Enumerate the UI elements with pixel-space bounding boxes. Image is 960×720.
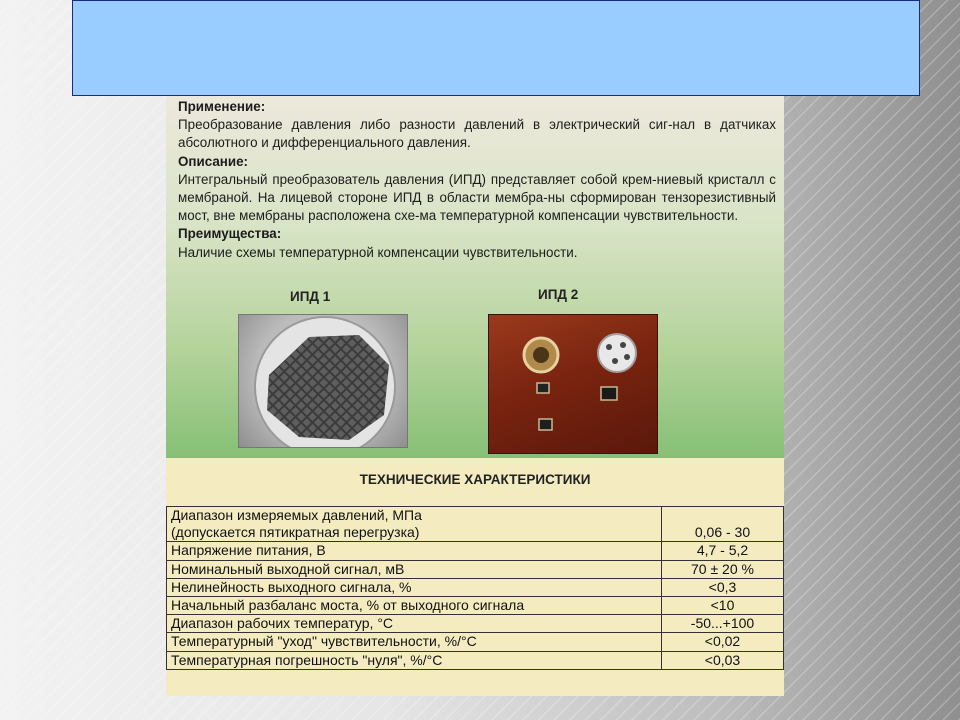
value-cell: -50...+100: [662, 615, 784, 633]
param-cell: Диапазон измеряемых давлений, МПа: [167, 507, 662, 525]
value-cell: <0,3: [662, 578, 784, 596]
value-cell: <10: [662, 596, 784, 614]
param-cell: Напряжение питания, В: [167, 542, 662, 560]
table-row: [167, 615, 784, 633]
value-cell-empty: [662, 507, 784, 525]
param-cell: Начальный разбаланс моста, % от выходного сигнала: [167, 596, 662, 614]
tech-specs-title: ТЕХНИЧЕСКИЕ ХАРАКТЕРИСТИКИ: [359, 472, 591, 487]
description-text: [178, 98, 776, 262]
table-row: [167, 524, 784, 542]
table-row: [167, 651, 784, 669]
value-cell: <0,03: [662, 651, 784, 669]
table-row: [167, 560, 784, 578]
table-row: [167, 542, 784, 560]
heading-description: Описание:: [178, 153, 249, 169]
heading-advantages: Преимущества:: [178, 226, 282, 242]
packages-image: [489, 315, 657, 453]
param-cell: Температурный "уход" чувствительности, %/°С: [167, 633, 662, 651]
caption-ipd2: ИПД 2: [538, 287, 579, 302]
technical-specs-section: [166, 458, 784, 696]
param-cell: Номинальный выходной сигнал, мВ: [167, 560, 662, 578]
caption-ipd1: ИПД 1: [290, 289, 331, 304]
table-row: [167, 578, 784, 596]
photo-ipd2-packages: [488, 314, 658, 454]
param-cell: Диапазон рабочих температур, °С: [167, 615, 662, 633]
datasheet-scan: [166, 96, 784, 696]
paragraph-application: Преобразование давления либо разности давлений в электрический сиг-нал в датчиках абсолютного и дифференциального давления.: [178, 117, 776, 151]
value-cell: <0,02: [662, 633, 784, 651]
table-row: [167, 633, 784, 651]
param-cell: Нелинейность выходного сигнала, %: [167, 578, 662, 596]
table-row: [167, 507, 784, 525]
tech-specs-table: [166, 506, 784, 670]
paragraph-description: Интегральный преобразователь давления (ИПД) представляет собой крем-ниевый кристалл с мембраной. На лицевой стороне ИПД в области мембра-ны сформирован тензорезистивный мост, вне мембраны расположена схе-ма температурной компенсации чувствительности.: [178, 171, 776, 224]
wafer-image: [239, 315, 407, 447]
table-row: [167, 596, 784, 614]
param-cell: (допускается пятикратная перегрузка): [167, 524, 662, 542]
slide-title-bar: [72, 0, 920, 96]
value-cell: 0,06 - 30: [662, 524, 784, 542]
description-section: [166, 96, 784, 458]
value-cell: 70 ± 20 %: [662, 560, 784, 578]
param-cell: Температурная погрешность "нуля", %/°С: [167, 651, 662, 669]
photo-ipd1-wafer: [238, 314, 408, 448]
heading-application: Применение:: [178, 99, 266, 114]
value-cell: 4,7 - 5,2: [662, 542, 784, 560]
paragraph-advantages: Наличие схемы температурной компенсации чувствительности.: [178, 244, 578, 260]
